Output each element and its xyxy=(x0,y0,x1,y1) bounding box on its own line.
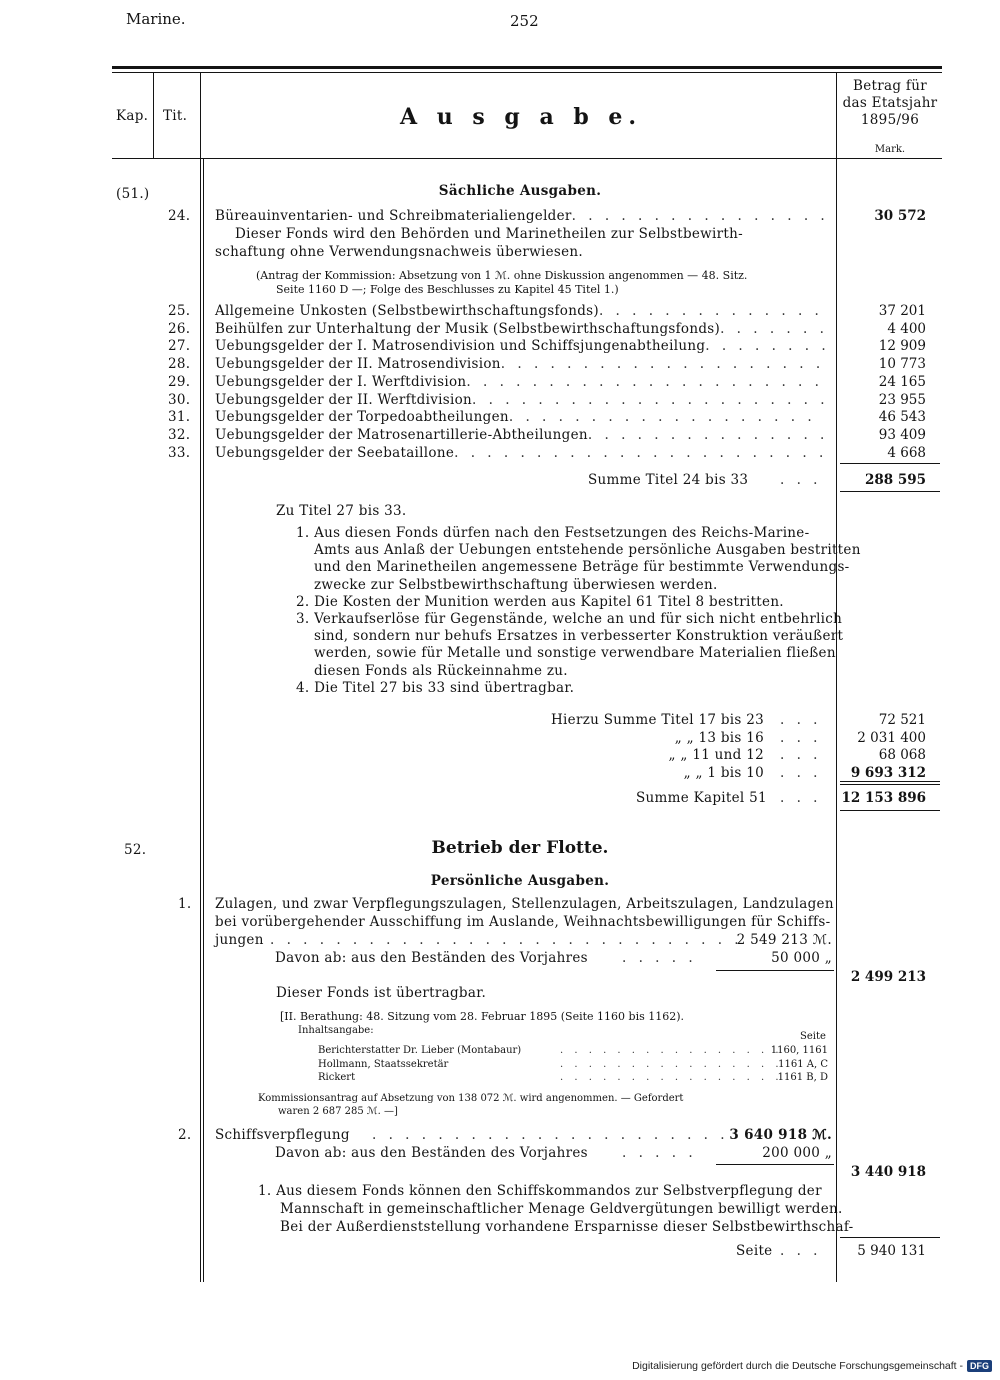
titel-number: 24. xyxy=(168,208,191,224)
section-heading: Sächliche Ausgaben. xyxy=(438,183,602,199)
titel-note: Bei der Außerdienststellung vorhandene Ersparnisse dieser Selbstbewirthschaf- xyxy=(280,1219,854,1235)
leader-dots: . . . xyxy=(780,1243,822,1259)
titel-number: 31. xyxy=(168,409,191,426)
kommission-note: waren 2 687 285 ℳ. —] xyxy=(278,1106,398,1117)
speaker-page: 1161 A, C xyxy=(778,1058,828,1070)
titel-number: 26. xyxy=(168,320,191,337)
seite-amount: 5 940 131 xyxy=(857,1243,926,1259)
col-divider-amount xyxy=(836,72,837,1282)
speaker-name: Berichterstatter Dr. Lieber (Montabaur) xyxy=(318,1045,522,1056)
note-line: und den Marinetheilen angemessene Beträge für bestimmte Verwendungs- xyxy=(314,559,850,576)
titel-entry xyxy=(215,356,825,372)
kapitel-number: 52. xyxy=(124,842,147,858)
seite-heading: Seite xyxy=(800,1031,826,1042)
digitization-credit xyxy=(632,1360,992,1372)
davon-text: Davon ab: aus den Beständen des Vorjahres xyxy=(275,1145,588,1161)
note-line: 4. Die Titel 27 bis 33 sind übertragbar. xyxy=(296,679,575,696)
titel-number: 29. xyxy=(168,373,191,390)
titel-note: 1. Aus diesem Fonds können den Schiffskommandos zur Selbstverpflegung der xyxy=(258,1183,822,1199)
col-header-tit: Tit. xyxy=(163,108,188,124)
kapitel-sum-label: Summe Kapitel 51 xyxy=(636,790,767,806)
titel-text: Uebungsgelder der II. Matrosendivision xyxy=(215,356,501,373)
note-line: Amts aus Anlaß der Uebungen entstehende persönliche Ausgaben bestritten xyxy=(314,542,861,559)
hierzu-label: „ „ 1 bis 10 xyxy=(683,764,764,781)
leader-dots: . . . . . . . . . . . . . . . . xyxy=(560,1072,783,1083)
leader-dots xyxy=(588,427,825,443)
note-line: zwecke zur Selbstbewirthschaftung überwiesen werden. xyxy=(314,576,718,593)
table-head-rule xyxy=(112,158,942,159)
leader-dots xyxy=(454,445,825,461)
kapitel-number: (51.) xyxy=(116,186,150,202)
titel-number: 25. xyxy=(168,303,191,319)
note-line: 2. Die Kosten der Munition werden aus Kapitel 61 Titel 8 bestritten. xyxy=(296,593,784,610)
table-top-rule-thin xyxy=(112,72,942,73)
col-divider-tit-double xyxy=(203,158,204,1282)
titel-text: bei vorübergehender Ausschiffung im Auslande, Weihnachtsbewilligungen für Schiffs- xyxy=(215,914,831,930)
gross-amount: 2 549 213 ℳ. xyxy=(736,932,832,948)
titel-note: Mannschaft in gemeinschaftlicher Menage Geldvergütungen bewilligt werden. xyxy=(280,1201,843,1217)
leader-dots: . . . xyxy=(780,747,822,763)
titel-amount: 4 400 xyxy=(887,320,926,337)
speaker-name: Rickert xyxy=(318,1072,356,1083)
hierzu-amount: 2 031 400 xyxy=(857,729,926,746)
running-head: Marine. xyxy=(126,10,186,28)
page-number: 252 xyxy=(510,12,539,30)
leader-dots xyxy=(599,303,825,319)
hierzu-label: Hierzu Summe Titel 17 bis 23 xyxy=(550,712,764,728)
titel-amount: 93 409 xyxy=(878,426,926,443)
col-header-amount-unit: Mark. xyxy=(874,144,906,155)
titel-amount: 3 440 918 xyxy=(850,1164,926,1180)
titel-entry xyxy=(215,338,825,354)
titel-entry xyxy=(215,321,825,337)
leader-dots: . . . xyxy=(780,712,822,728)
section-subheading: Persönliche Ausgaben. xyxy=(430,873,610,889)
hierzu-label: „ „ 13 bis 16 xyxy=(674,729,764,746)
leader-dots: . . . . . . . . . . . . . . . . xyxy=(560,1058,783,1070)
sum-rule xyxy=(840,784,940,785)
titel-text: Beihülfen zur Unterhaltung der Musik (Selbstbewirthschaftungsfonds) xyxy=(215,320,721,337)
kapitel-sum-amount: 12 153 896 xyxy=(841,790,926,806)
titel-entry xyxy=(215,392,825,408)
hierzu-amount: 68 068 xyxy=(878,747,926,763)
titel-text: jungen xyxy=(215,932,264,948)
speaker-page: 1161 B, D xyxy=(777,1072,828,1083)
titel-amount: 2 499 213 xyxy=(850,969,926,985)
subtract-rule xyxy=(716,1164,834,1165)
titel-text: Allgemeine Unkosten (Selbstbewirthschaftungsfonds) xyxy=(215,303,599,319)
note-line: 1. Aus diesen Fonds dürfen nach den Festsetzungen des Reichs-Marine- xyxy=(296,525,810,541)
leader-dots xyxy=(501,356,825,372)
beratung-note: [II. Berathung: 48. Sitzung vom 28. Februar 1895 (Seite 1160 bis 1162). xyxy=(280,1010,685,1023)
leader-dots: . . . . . . . . . . . . . . . . . . . . . . xyxy=(372,1127,729,1143)
titel-entry xyxy=(215,374,825,390)
davon-amount: 50 000 „ xyxy=(771,950,832,966)
titel-entry xyxy=(215,427,825,443)
seite-label: Seite xyxy=(736,1243,773,1259)
antrag-note: (Antrag der Kommission: Absetzung von 1 ℳ. ohne Diskussion angenommen — 48. Sitz. xyxy=(256,269,748,282)
davon-amount: 200 000 „ xyxy=(762,1145,832,1161)
titel-amount: 23 955 xyxy=(878,391,926,408)
sum-rule-bottom xyxy=(840,491,940,492)
titel-text: Schiffsverpflegung xyxy=(215,1127,350,1143)
sum-label: Summe Titel 24 bis 33 xyxy=(588,472,749,488)
zu-titel-heading: Zu Titel 27 bis 33. xyxy=(276,503,407,519)
titel-number: 32. xyxy=(168,426,191,443)
titel-number: 30. xyxy=(168,391,191,408)
speaker-name: Hollmann, Staatssekretär xyxy=(318,1058,449,1070)
note-line: sind, sondern nur behufs Ersatzes in verbesserter Konstruktion veräußert xyxy=(314,628,844,645)
note-line: werden, sowie für Metalle und sonstige verwendbare Materialien fließen xyxy=(314,645,836,662)
leader-dots xyxy=(705,338,825,354)
gross-amount: 3 640 918 ℳ. xyxy=(729,1127,832,1143)
col-header-kap: Kap. xyxy=(116,108,149,124)
leader-dots: . . . . . . . . . . . . . . . . . . . . . . . . . . . . . xyxy=(270,932,743,948)
table-title: A u s g a b e. xyxy=(400,104,643,130)
table-top-rule xyxy=(112,66,942,69)
inhalt-heading: Inhaltsangabe: xyxy=(298,1025,374,1036)
note-line: 3. Verkaufserlöse für Gegenstände, welche an und für sich nicht entbehrlich xyxy=(296,611,843,627)
col-header-amount-1: Betrag für xyxy=(853,78,927,94)
leader-dots xyxy=(466,374,825,390)
hierzu-amount: 72 521 xyxy=(878,712,926,728)
col-divider-tit xyxy=(200,72,201,1282)
leader-dots xyxy=(509,409,825,425)
titel-entry xyxy=(215,208,825,224)
titel-amount: 30 572 xyxy=(874,208,926,224)
col-header-amount-3: 1895/96 xyxy=(860,112,920,128)
titel-text: Uebungsgelder der Matrosenartillerie-Abtheilungen xyxy=(215,426,588,443)
leader-dots: . . . xyxy=(780,764,822,781)
titel-number: 2. xyxy=(178,1127,192,1143)
antrag-note: Seite 1160 D —; Folge des Beschlusses zu Kapitel 45 Titel 1.) xyxy=(276,283,619,296)
titel-amount: 10 773 xyxy=(878,356,926,373)
titel-number: 28. xyxy=(168,356,191,373)
titel-text: Uebungsgelder der Seebataillone xyxy=(215,444,455,461)
titel-number: 1. xyxy=(178,896,192,912)
speaker-page: 1160, 1161 xyxy=(770,1045,828,1056)
titel-amount: 24 165 xyxy=(878,373,926,390)
hierzu-label: „ „ 11 und 12 xyxy=(668,747,764,763)
leader-dots xyxy=(472,392,825,408)
sum-amount: 288 595 xyxy=(864,472,926,488)
titel-amount: 46 543 xyxy=(878,409,926,426)
titel-note: Dieser Fonds wird den Behörden und Marinetheilen zur Selbstbewirth- xyxy=(235,226,743,242)
titel-note: Dieser Fonds ist übertragbar. xyxy=(276,985,487,1001)
titel-entry xyxy=(215,409,825,425)
leader-dots xyxy=(720,321,825,337)
hierzu-amount: 9 693 312 xyxy=(850,764,926,781)
dfg-logo: DFG xyxy=(967,1360,992,1372)
titel-amount: 4 668 xyxy=(887,444,926,461)
sum-rule xyxy=(840,1237,940,1238)
leader-dots: . . . xyxy=(780,790,822,806)
sum-rule-bottom xyxy=(840,810,940,811)
titel-text: Zulagen, und zwar Verpflegungszulagen, Stellenzulagen, Arbeitszulagen, Landzulagen xyxy=(215,896,834,912)
leader-dots: . . . . . xyxy=(622,950,697,966)
col-divider-kap-head xyxy=(153,72,154,158)
col-header-amount-2: das Etatsjahr xyxy=(842,95,938,111)
titel-amount: 12 909 xyxy=(878,338,926,355)
section-heading: Betrieb der Flotte. xyxy=(431,838,609,858)
titel-number: 27. xyxy=(168,338,191,355)
subtract-rule xyxy=(716,970,834,971)
hierzu-underline xyxy=(840,781,940,782)
titel-entry xyxy=(215,303,825,319)
note-line: diesen Fonds als Rückeinnahme zu. xyxy=(314,662,568,679)
titel-entry xyxy=(215,445,825,461)
titel-text: Uebungsgelder der II. Werftdivision xyxy=(215,391,473,408)
leader-dots: . . . . . xyxy=(622,1145,697,1161)
leader-dots: . . . xyxy=(780,472,822,488)
titel-text: Uebungsgelder der I. Werftdivision xyxy=(215,373,467,390)
davon-text: Davon ab: aus den Beständen des Vorjahres xyxy=(275,950,588,966)
leader-dots xyxy=(572,208,825,224)
sum-rule xyxy=(840,463,940,464)
titel-number: 33. xyxy=(168,444,191,461)
titel-note: schaftung ohne Verwendungsnachweis überwiesen. xyxy=(215,244,583,260)
titel-text: Büreauinventarien- und Schreibmaterialiengelder xyxy=(215,208,572,224)
titel-text: Uebungsgelder der I. Matrosendivision und Schiffsjungenabtheilung xyxy=(215,338,706,355)
kommission-note: Kommissionsantrag auf Absetzung von 138 072 ℳ. wird angenommen. — Gefordert xyxy=(258,1093,684,1104)
titel-text: Uebungsgelder der Torpedoabtheilungen xyxy=(215,409,509,426)
titel-amount: 37 201 xyxy=(878,303,926,319)
credit-text: Digitalisierung gefördert durch die Deutsche Forschungsgemeinschaft - xyxy=(632,1360,963,1372)
leader-dots: . . . xyxy=(780,729,822,746)
leader-dots: . . . . . . . . . . . . . . . . xyxy=(560,1045,783,1056)
